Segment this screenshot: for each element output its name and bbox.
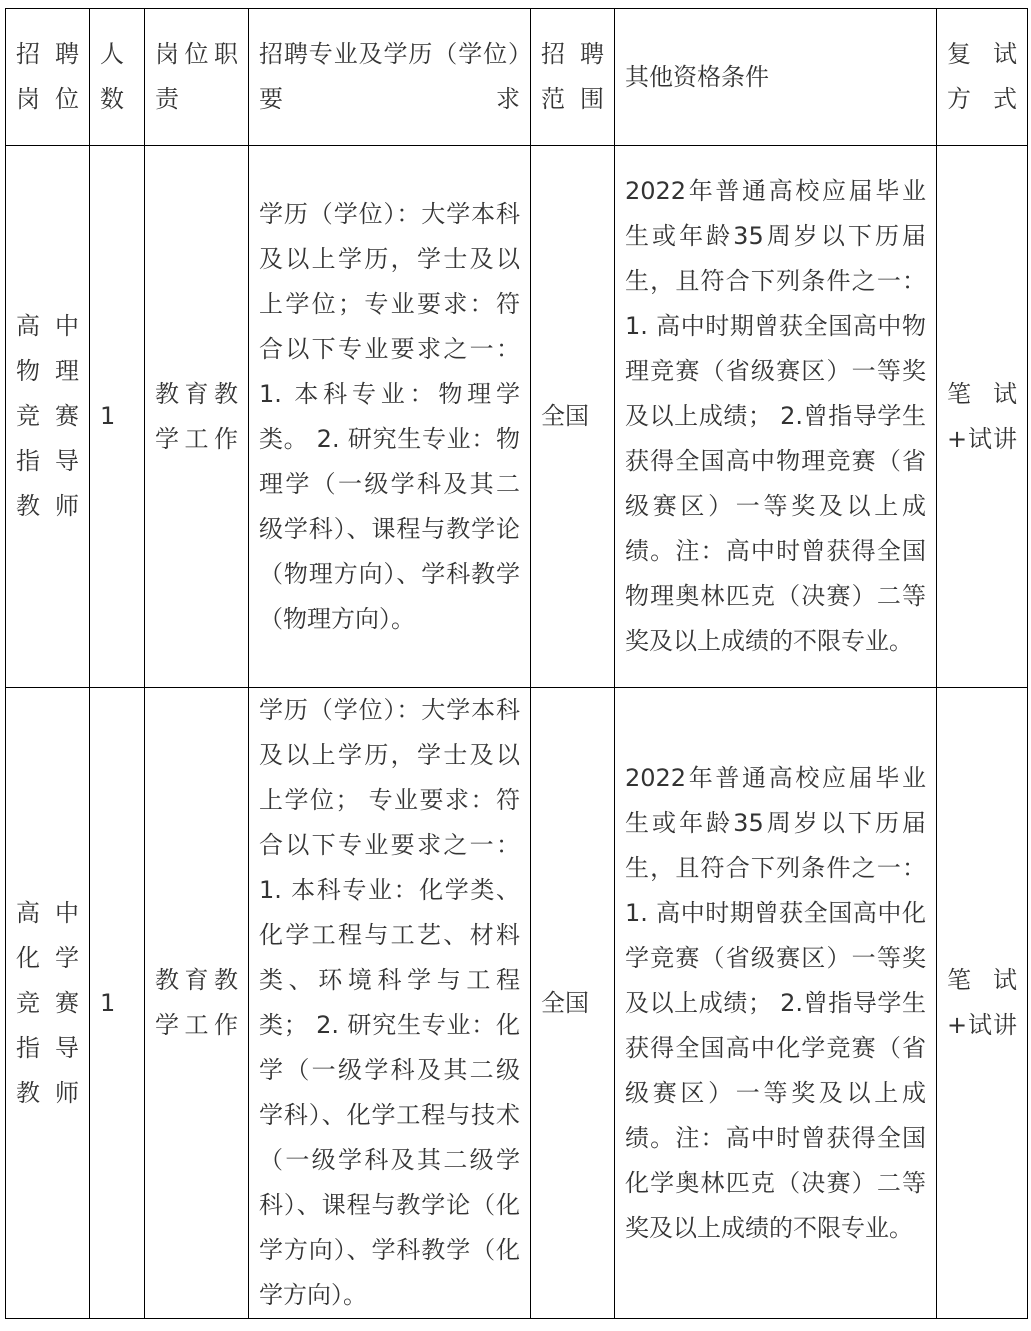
cell-other-conditions: 2022年普通高校应届毕业生或年龄35周岁以下历届生，且符合下列条件之一： 1. 高中时期曾获全国高中物理竞赛（省级赛区）一等奖及以上成绩； 2.曾指导学生获得全国高中物理竞赛（省级赛区）一等奖及以上成绩。注：高中时曾获得全国物理奥林匹克（决赛）二等奖及以上成绩的不限专业。	[615, 146, 937, 688]
table-row	[6, 146, 1028, 688]
cell-position: 高中物理竞赛指导教师	[6, 146, 90, 688]
cell-requirements: 学历（学位）：大学本科及以上学历，学士及以上学位；专业要求：符合以下专业要求之一：1. 本科专业：物理学类。 2. 研究生专业：物理学（一级学科及其二级学科）、课程与教学论（物理方向）、学科教学（物理方向）。	[249, 146, 531, 688]
header-other-conditions: 其他资格条件	[615, 9, 937, 146]
recruitment-table	[5, 8, 1028, 1319]
cell-retest: 笔试+试讲	[937, 146, 1028, 688]
cell-count: 1	[90, 688, 145, 1319]
cell-duty: 教育教学工作	[145, 146, 249, 688]
table-header-row	[6, 9, 1028, 146]
cell-requirements: 学历（学位）：大学本科及以上学历，学士及以上学位； 专业要求：符合以下专业要求之一： 1. 本科专业：化学类、化学工程与工艺、材料类、环境科学与工程类； 2. 研究生专业：化学（一级学科及其二级学科）、化学工程与技术（一级学科及其二级学科）、课程与教学论（化学方向）、学科教学（化学方向）。	[249, 688, 531, 1319]
cell-count: 1	[90, 146, 145, 688]
table-row	[6, 688, 1028, 1319]
cell-other-conditions: 2022年普通高校应届毕业生或年龄35周岁以下历届生，且符合下列条件之一： 1. 高中时期曾获全国高中化学竞赛（省级赛区）一等奖及以上成绩； 2.曾指导学生获得全国高中化学竞赛（省级赛区）一等奖及以上成绩。注：高中时曾获得全国化学奥林匹克（决赛）二等奖及以上成绩的不限专业。	[615, 688, 937, 1319]
header-requirements: 招聘专业及学历（学位）要求	[249, 9, 531, 146]
header-scope: 招聘范围	[531, 9, 615, 146]
cell-retest: 笔试+试讲	[937, 688, 1028, 1319]
header-position: 招聘岗位	[6, 9, 90, 146]
cell-duty: 教育教学工作	[145, 688, 249, 1319]
header-count: 人数	[90, 9, 145, 146]
cell-scope: 全国	[531, 146, 615, 688]
cell-position: 高中化学竞赛指导教师	[6, 688, 90, 1319]
header-duty: 岗位职责	[145, 9, 249, 146]
header-retest: 复试方式	[937, 9, 1028, 146]
cell-scope: 全国	[531, 688, 615, 1319]
